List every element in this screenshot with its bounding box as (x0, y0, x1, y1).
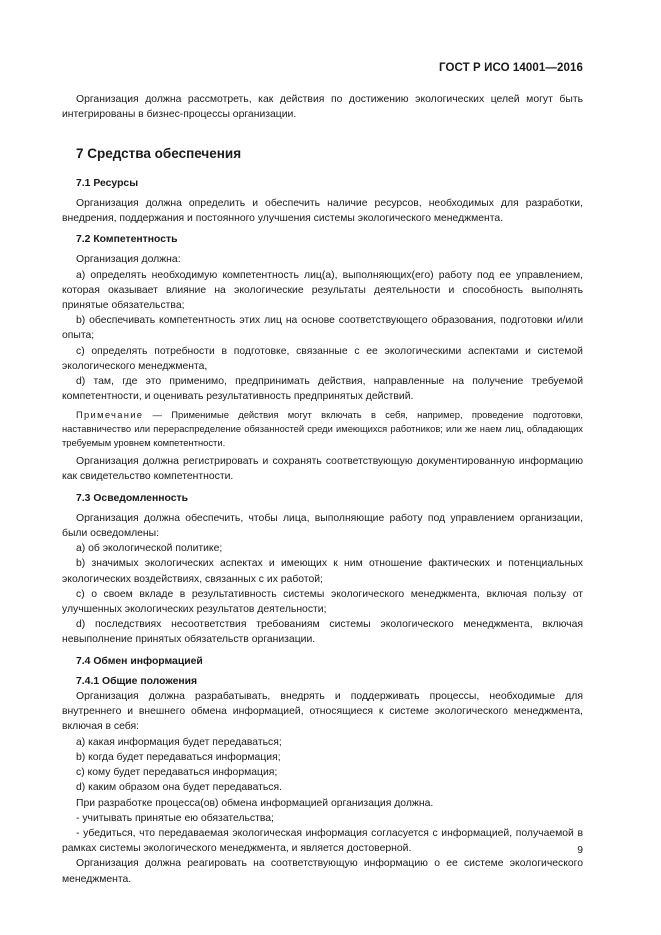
list-item: c) определять потребности в подготовке, связанные с ее экологическими аспектами и системой экологического менеджмента, (62, 345, 583, 372)
list-item: d) каким образом она будет передаваться. (76, 782, 282, 794)
list-item: a) какая информация будет передаваться; (76, 736, 282, 748)
doc-header-code: ГОСТ Р ИСО 14001—2016 (438, 62, 583, 74)
list-item: b) обеспечивать компетентность этих лиц на основе соответствующего образования, подготовки и/или опыта; (62, 315, 583, 342)
list-item: a) об экологической политике; (76, 543, 223, 555)
section-7-2-lead: Организация должна: (76, 254, 181, 266)
section-7-4-1-lead: Организация должна разрабатывать, внедрять и поддерживать процессы, необходимые для внутреннего и внешнего обмена информацией, относящиеся к системе экологического менеджмента, включая в себя: (62, 691, 583, 733)
page-number: 9 (577, 845, 583, 856)
section-7-3-lead: Организация должна обеспечить, чтобы лица, выполняющие работу под управлением организации, были осведомлены: (62, 512, 583, 540)
section-7-2-heading: 7.2 Компетентность (76, 234, 178, 246)
section-7-1-text: Организация должна определить и обеспечить наличие ресурсов, необходимых для разработки, внедрения, поддержания и постоянного улучшения системы экологического менеджмента. (62, 197, 583, 225)
intro-paragraph: Организация должна рассмотреть, как действия по достижению экологических целей могут быть интегрированы в бизнес-процессы организации. (62, 94, 583, 121)
section-7-1-heading: 7.1 Ресурсы (76, 177, 139, 189)
dash-item: - убедиться, что передаваемая экологическая информация согласуется с информацией, получаемой в рамках системы экологического менеджмента, и является достоверной. (62, 827, 583, 855)
section-7-4-1-heading: 7.4.1 Общие положения (76, 675, 198, 687)
dash-item: - учитывать принятые ею обязательства; (76, 812, 274, 824)
section-7-4-heading: 7.4 Обмен информацией (76, 655, 203, 667)
note-paragraph (62, 408, 583, 449)
note-text: — Применимые действия могут включать в себя, например, проведение подготовки, наставничество или перераспределение обязанностей среди имеющихся работников; или же наем лиц, обладающих требуемым уровнем компетентности. (62, 409, 583, 448)
section-7-2-closing: Организация должна регистрировать и сохранять соответствующую документированную информацию как свидетельство компетентности. (62, 456, 583, 483)
process-lead: При разработке процесса(ов) обмена информацией организация должна. (76, 797, 434, 809)
page-content (62, 92, 583, 887)
section-7-3-heading: 7.3 Осведомленность (76, 492, 188, 504)
list-item: c) о своем вкладе в результативность системы экологического менеджмента, включая пользу от улучшенных экологических результатов деятельности; (62, 588, 583, 616)
list-item: b) значимых экологических аспектах и имеющих к ним отношение фактических и потенциальных экологических воздействиях, связанных с их работой; (62, 558, 583, 585)
list-item: c) кому будет передаваться информация; (76, 767, 278, 779)
note-label: Примечание (76, 409, 144, 421)
list-item: d) последствиях несоответствия требованиям системы экологического менеджмента, включая невыполнение принятых обязательств организации. (62, 619, 583, 646)
section-7-heading: 7 Средства обеспечения (76, 146, 242, 162)
list-item: a) определять необходимую компетентность лиц(а), выполняющих(его) работу под ее управлением, которая оказывает влияние на экологические результаты деятельности и способность выполнять принятые обязательства; (62, 269, 583, 312)
list-item: b) когда будет передаваться информация; (76, 751, 281, 763)
section-7-4-closing: Организация должна реагировать на соответствующую информацию о ее системе экологического менеджмента. (62, 858, 583, 885)
list-item: d) там, где это применимо, предпринимать действия, направленные на получение требуемой компетентности, и оценивать результативность предпринятых действий. (62, 376, 583, 403)
